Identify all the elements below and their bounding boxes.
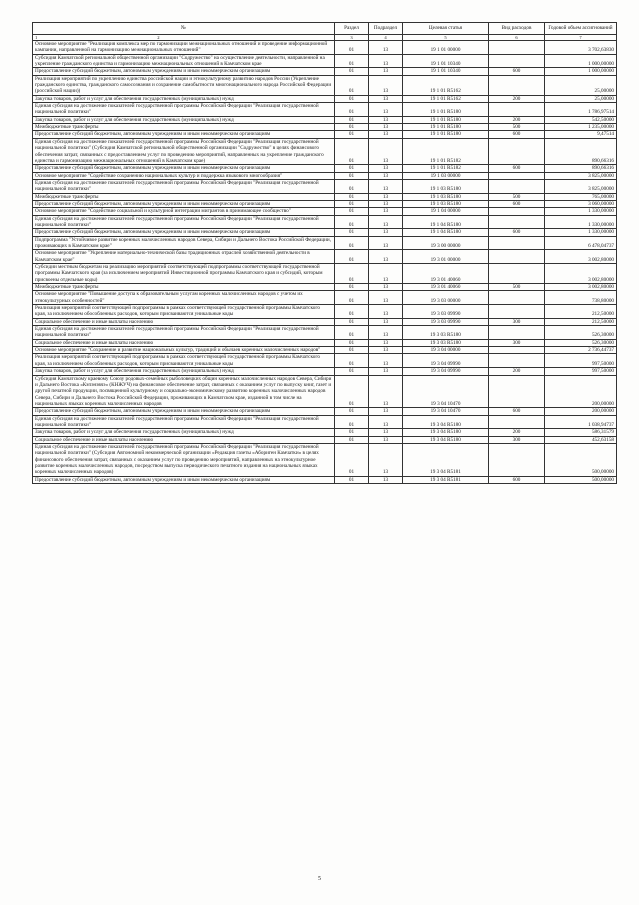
row-target-article: 19 3 04 09990 [403, 354, 489, 368]
row-name: Реализация мероприятий соответствующей подпрограммы в рамках соответствующей государственной программы Камчатского края, за исключением обособленных расходов, которым присваиваются уникальные коды [33, 354, 335, 368]
table-header-row [33, 23, 617, 35]
row-target-article: 19 3 04 09990 [403, 368, 489, 375]
row-target-article: 19 1 04 R5180 [403, 229, 489, 236]
row-amount: 997,50000 [545, 354, 617, 368]
row-name: Основное мероприятие "Повышение доступа к образовательным услугам коренных малочисленных народов с учетом их этнокультурных особенностей" [33, 291, 335, 305]
row-name: Предоставление субсидий бюджетным, автономным учреждениям и иным некоммерческим организациям [33, 68, 335, 75]
table-row [33, 131, 617, 138]
row-amount: 1 330,00000 [545, 215, 617, 229]
row-name: Социальное обеспечение и иные выплаты населению [33, 436, 335, 443]
row-subsection: 13 [369, 264, 403, 284]
table-row [33, 95, 617, 102]
table-row [33, 264, 617, 284]
row-target-article: 19 3 04 10470 [403, 375, 489, 408]
row-section: 01 [335, 103, 369, 117]
table-row [33, 124, 617, 131]
row-subsection: 13 [369, 368, 403, 375]
row-name: Основное мероприятие "Укрепление материально-технической базы традиционных отраслей хозяйственной деятельности в Камчатском крае" [33, 250, 335, 264]
row-section: 01 [335, 124, 369, 131]
row-amount: 1 038,94737 [545, 415, 617, 429]
row-subsection: 13 [369, 375, 403, 408]
row-name: Межбюджетные трансферты [33, 124, 335, 131]
row-subsection: 13 [369, 54, 403, 68]
row-expense-type: 600 [489, 131, 545, 138]
row-subsection: 13 [369, 75, 403, 95]
table-row [33, 179, 617, 193]
row-section: 01 [335, 264, 369, 284]
table-row [33, 305, 617, 319]
row-section: 01 [335, 347, 369, 354]
row-amount: 3 002,80000 [545, 284, 617, 291]
row-expense-type [489, 236, 545, 250]
table-row [33, 103, 617, 117]
row-subsection: 13 [369, 476, 403, 483]
row-amount: 3 002,80000 [545, 250, 617, 264]
page-number: 5 [318, 876, 321, 882]
row-subsection: 13 [369, 339, 403, 346]
row-section: 01 [335, 172, 369, 179]
row-amount: 9,47514 [545, 131, 617, 138]
row-target-article: 19 1 01 R5180 [403, 131, 489, 138]
row-section: 01 [335, 229, 369, 236]
row-name: Закупка товаров, работ и услуг для обеспечения государственных (муниципальных) нужд [33, 95, 335, 102]
table-row [33, 215, 617, 229]
row-name: Предоставление субсидий бюджетным, автономным учреждениям и иным некоммерческим организациям [33, 131, 335, 138]
row-expense-type: 500 [489, 193, 545, 200]
row-target-article: 19 3 04 R5181 [403, 443, 489, 476]
row-name: Единая субсидия на достижение показателей государственной программы Российской Федерации "Реализация государственной национальной политики" [33, 326, 335, 340]
row-section: 01 [335, 138, 369, 164]
row-target-article: 19 3 01 40060 [403, 284, 489, 291]
row-subsection: 13 [369, 318, 403, 325]
row-expense-type [489, 54, 545, 68]
row-target-article: 19 3 03 09990 [403, 305, 489, 319]
row-section: 01 [335, 436, 369, 443]
row-expense-type: 300 [489, 339, 545, 346]
row-subsection: 13 [369, 443, 403, 476]
table-row [33, 291, 617, 305]
row-section: 01 [335, 284, 369, 291]
row-subsection: 13 [369, 138, 403, 164]
row-subsection: 13 [369, 68, 403, 75]
row-section: 01 [335, 165, 369, 172]
column-number-5: 5 [403, 35, 489, 41]
table-row [33, 415, 617, 429]
row-section: 01 [335, 443, 369, 476]
row-expense-type [489, 326, 545, 340]
row-target-article: 19 1 01 10340 [403, 68, 489, 75]
row-subsection: 13 [369, 208, 403, 215]
row-expense-type: 200 [489, 116, 545, 123]
row-subsection: 13 [369, 347, 403, 354]
row-name: Субсидии местным бюджетам на реализацию мероприятий соответствующей подпрограммы соответствующей государственной программы Камчатского края (за исключением мероприятий Инвестиционной программы Камчатского края и субсидий, которым присвоены отдельные коды) [33, 264, 335, 284]
row-target-article: 19 3 03 09990 [403, 318, 489, 325]
row-expense-type [489, 250, 545, 264]
row-subsection: 13 [369, 165, 403, 172]
table-row [33, 326, 617, 340]
row-target-article: 19 3 03 R5180 [403, 339, 489, 346]
column-number-7: 7 [545, 35, 617, 41]
row-name: Предоставление субсидий бюджетным, автономным учреждениям и иным некоммерческим организациям [33, 476, 335, 483]
row-name: Единая субсидия на достижение показателей государственной программы Российской Федерации "Реализация государственной национальной политики" (Субсидия Камчатской региональной общественной организации "Содружество" в целях финансового обеспечения затрат, связанных с предоставлением услуг по проведению мероприятий, направленных на укрепление гражданского единства и гармонизацию межнациональных отношений в Камчатском крае) [33, 138, 335, 164]
column-number-3: 3 [335, 35, 369, 41]
row-amount: 500,00000 [545, 476, 617, 483]
table-row [33, 172, 617, 179]
row-expense-type: 600 [489, 165, 545, 172]
row-subsection: 13 [369, 124, 403, 131]
row-section: 01 [335, 179, 369, 193]
table-row [33, 339, 617, 346]
row-name: Единая субсидия на достижение показателей государственной программы Российской Федерации "Реализация государственной национальной политики" [33, 415, 335, 429]
row-subsection: 13 [369, 326, 403, 340]
row-expense-type: 600 [489, 68, 545, 75]
row-name: Основное мероприятие "Содействие социальной и культурной интеграции мигрантов в принимающее сообщество" [33, 208, 335, 215]
row-amount: 25,00000 [545, 75, 617, 95]
row-amount: 1 330,00000 [545, 208, 617, 215]
row-subsection: 13 [369, 408, 403, 415]
row-expense-type: 600 [489, 476, 545, 483]
row-target-article: 19 1 01 R5182 [403, 165, 489, 172]
row-amount: 997,50000 [545, 368, 617, 375]
row-subsection: 13 [369, 250, 403, 264]
table-row [33, 368, 617, 375]
row-expense-type: 200 [489, 429, 545, 436]
column-number-4: 4 [369, 35, 403, 41]
row-amount: 890,66316 [545, 138, 617, 164]
table-row [33, 354, 617, 368]
row-target-article: 19 3 04 R5181 [403, 476, 489, 483]
row-amount: 3 702,63830 [545, 41, 617, 55]
budget-table [32, 22, 617, 484]
row-section: 01 [335, 116, 369, 123]
row-section: 01 [335, 236, 369, 250]
row-target-article: 19 1 01 00000 [403, 41, 489, 55]
row-subsection: 13 [369, 305, 403, 319]
table-row [33, 41, 617, 55]
row-name: Основное мероприятие "Сохранение и развитие национальных культур, традиций и обычаев коренных малочисленных народов" [33, 347, 335, 354]
row-amount: 6 478,04737 [545, 236, 617, 250]
table-row [33, 165, 617, 172]
row-expense-type [489, 443, 545, 476]
row-section: 01 [335, 429, 369, 436]
row-subsection: 13 [369, 429, 403, 436]
table-row [33, 193, 617, 200]
row-section: 01 [335, 476, 369, 483]
row-expense-type [489, 291, 545, 305]
row-target-article: 19 1 04 00000 [403, 208, 489, 215]
row-section: 01 [335, 54, 369, 68]
row-section: 01 [335, 193, 369, 200]
row-amount: 526,30000 [545, 326, 617, 340]
row-name: Единая субсидия на достижение показателей государственной программы Российской Федерации "Реализация государственной национальной политики" (Субсидия Автономной некоммерческой организации «Редакция газеты «Абориген Камчатки» в целях финансового обеспечения затрат, связанных с оказанием услуг по проведению мероприятий, направленных на этнокультурное развитие коренных малочисленных народов, посредством выпуска периодического печатного издания на национальных языках коренных малочисленных народов) [33, 443, 335, 476]
row-amount: 3 060,00000 [545, 200, 617, 207]
table-row [33, 116, 617, 123]
table-row [33, 408, 617, 415]
row-target-article: 19 3 03 R5180 [403, 326, 489, 340]
row-target-article: 19 3 04 R5180 [403, 429, 489, 436]
header-section: Раздел [335, 23, 369, 35]
row-amount: 1 000,00000 [545, 68, 617, 75]
row-amount: 212,50000 [545, 305, 617, 319]
row-amount: 25,00000 [545, 95, 617, 102]
row-name: Предоставление субсидий бюджетным, автономным учреждениям и иным некоммерческим организациям [33, 229, 335, 236]
table-row [33, 229, 617, 236]
row-section: 01 [335, 250, 369, 264]
row-expense-type [489, 41, 545, 55]
row-expense-type [489, 305, 545, 319]
row-target-article: 19 3 03 00000 [403, 291, 489, 305]
row-subsection: 13 [369, 284, 403, 291]
row-section: 01 [335, 318, 369, 325]
row-expense-type [489, 347, 545, 354]
row-target-article: 19 3 04 R5180 [403, 436, 489, 443]
row-name: Закупка товаров, работ и услуг для обеспечения государственных (муниципальных) нужд [33, 368, 335, 375]
row-expense-type [489, 415, 545, 429]
row-name: Основное мероприятие "Реализация комплекса мер по гармонизации межнациональных отношений и проведение информационной кампании, направленной на гармонизацию межнациональных отношений" [33, 41, 335, 55]
row-target-article: 19 1 03 R5180 [403, 193, 489, 200]
table-row [33, 347, 617, 354]
table-row [33, 375, 617, 408]
row-expense-type [489, 215, 545, 229]
row-target-article: 19 1 01 R5180 [403, 124, 489, 131]
row-name: Единая субсидия на достижение показателей государственной программы Российской Федерации "Реализация государственной национальной политики" [33, 179, 335, 193]
row-target-article: 19 1 01 R5180 [403, 116, 489, 123]
row-section: 01 [335, 200, 369, 207]
row-expense-type: 300 [489, 436, 545, 443]
row-name: Предоставление субсидий бюджетным, автономным учреждениям и иным некоммерческим организациям [33, 408, 335, 415]
table-row [33, 284, 617, 291]
row-section: 01 [335, 95, 369, 102]
row-name: Основное мероприятие "Содействие сохранению национальных культур и поддержка языкового многообразия" [33, 172, 335, 179]
row-amount: 500,00000 [545, 443, 617, 476]
row-section: 01 [335, 208, 369, 215]
row-section: 01 [335, 41, 369, 55]
row-amount: 586,31579 [545, 429, 617, 436]
row-amount: 1 330,00000 [545, 229, 617, 236]
row-section: 01 [335, 75, 369, 95]
row-expense-type [489, 208, 545, 215]
table-row [33, 429, 617, 436]
row-name: Социальное обеспечение и иные выплаты населению [33, 318, 335, 325]
header-annual-amount: Годовой объем ассигнований [545, 23, 617, 35]
row-name: Реализация мероприятий по укреплению единства российской нации и этнокультурному развитию народов России (Укрепление гражданского единства, гражданского самосознания и сохранение самобытности многонационального народа Российской Федерации (российской нации)) [33, 75, 335, 95]
table-row [33, 318, 617, 325]
row-target-article: 19 3 04 10470 [403, 408, 489, 415]
row-target-article: 19 1 01 R5162 [403, 75, 489, 95]
table-row [33, 200, 617, 207]
row-subsection: 13 [369, 229, 403, 236]
row-amount: 526,30000 [545, 339, 617, 346]
row-expense-type: 300 [489, 318, 545, 325]
row-name: Единая субсидия на достижение показателей государственной программы Российской Федерации "Реализация государственной национальной политики" [33, 215, 335, 229]
row-subsection: 13 [369, 436, 403, 443]
row-section: 01 [335, 305, 369, 319]
column-number-1: 1 2 [33, 35, 335, 41]
table-row [33, 208, 617, 215]
row-subsection: 13 [369, 172, 403, 179]
row-expense-type: 200 [489, 95, 545, 102]
row-subsection: 13 [369, 131, 403, 138]
row-amount: 542,50000 [545, 116, 617, 123]
row-amount: 738,80000 [545, 291, 617, 305]
row-section: 01 [335, 291, 369, 305]
row-target-article: 19 1 04 R5180 [403, 215, 489, 229]
row-expense-type: 600 [489, 200, 545, 207]
row-expense-type: 200 [489, 368, 545, 375]
row-amount: 3 002,80000 [545, 264, 617, 284]
row-subsection: 13 [369, 291, 403, 305]
row-target-article: 19 3 01 40060 [403, 264, 489, 284]
row-subsection: 13 [369, 236, 403, 250]
row-expense-type [489, 179, 545, 193]
table-row [33, 75, 617, 95]
row-target-article: 19 1 03 R5180 [403, 200, 489, 207]
row-amount: 3 825,00000 [545, 179, 617, 193]
row-section: 01 [335, 68, 369, 75]
table-row [33, 138, 617, 164]
row-expense-type [489, 375, 545, 408]
row-name: Социальное обеспечение и иные выплаты населению [33, 339, 335, 346]
row-section: 01 [335, 339, 369, 346]
header-target-article: Целевая статья [403, 23, 489, 35]
table-row [33, 236, 617, 250]
table-row [33, 443, 617, 476]
column-number-6: 6 [489, 35, 545, 41]
row-subsection: 13 [369, 215, 403, 229]
row-name: Подпрограмма "Устойчивое развитие коренных малочисленных народов Севера, Сибири и Дальнего Востока Российской Федерации, проживающих в Камчатском крае" [33, 236, 335, 250]
row-section: 01 [335, 368, 369, 375]
row-amount: 1 000,00000 [545, 54, 617, 68]
table-row [33, 250, 617, 264]
row-subsection: 13 [369, 415, 403, 429]
table-row [33, 476, 617, 483]
row-section: 01 [335, 408, 369, 415]
row-amount: 2 736,44737 [545, 347, 617, 354]
row-expense-type: 600 [489, 229, 545, 236]
table-row [33, 68, 617, 75]
row-target-article: 19 3 04 00000 [403, 347, 489, 354]
row-target-article: 19 1 01 R5180 [403, 103, 489, 117]
row-name: Субсидия Камчатскому краевому Союзу родовых-семейных рыболовецких общин коренных малочисленных народов Севера, Сибири и Дальнего Востока «Кэпэнэвчэ» (КНЖУЧ) на финансовое обеспечение затрат, связанных с оказанием услуг по выпуску книг, газет и другой печатной продукции, посвященной культурному и социально-экономическому развитию коренных малочисленных народов Севера, Сибири и Дальнего Востока Российской Федерации, проживающих в Камчатском крае, изданной в том числе на национальных языках коренных малочисленных народов [33, 375, 335, 408]
row-expense-type [489, 138, 545, 164]
row-section: 01 [335, 326, 369, 340]
header-subsection: Подраздел [369, 23, 403, 35]
table-row [33, 436, 617, 443]
row-subsection: 13 [369, 193, 403, 200]
row-target-article: 19 3 04 R5180 [403, 415, 489, 429]
row-amount: 212,50000 [545, 318, 617, 325]
row-expense-type [489, 354, 545, 368]
row-name: Предоставление субсидий бюджетным, автономным учреждениям и иным некоммерческим организациям [33, 200, 335, 207]
row-name: Закупка товаров, работ и услуг для обеспечения государственных (муниципальных) нужд [33, 116, 335, 123]
row-expense-type: 500 [489, 124, 545, 131]
row-amount: 3 825,00000 [545, 172, 617, 179]
row-name: Межбюджетные трансферты [33, 284, 335, 291]
row-amount: 765,00000 [545, 193, 617, 200]
row-name: Закупка товаров, работ и услуг для обеспечения государственных (муниципальных) нужд [33, 429, 335, 436]
row-subsection: 13 [369, 103, 403, 117]
row-expense-type [489, 103, 545, 117]
row-name: Единая субсидия на достижение показателей государственной программы Российской Федерации "Реализация государственной национальной политики" [33, 103, 335, 117]
row-target-article: 19 1 01 10340 [403, 54, 489, 68]
row-subsection: 13 [369, 354, 403, 368]
row-amount: 890,66316 [545, 165, 617, 172]
row-section: 01 [335, 131, 369, 138]
row-amount: 1 235,00000 [545, 124, 617, 131]
row-subsection: 13 [369, 179, 403, 193]
row-expense-type [489, 264, 545, 284]
row-target-article: 19 3 01 00000 [403, 250, 489, 264]
row-amount: 452,63158 [545, 436, 617, 443]
row-amount: 200,00000 [545, 375, 617, 408]
row-target-article: 19 1 03 R5180 [403, 179, 489, 193]
row-target-article: 19 1 01 R5182 [403, 138, 489, 164]
row-section: 01 [335, 415, 369, 429]
row-target-article: 19 1 01 R5162 [403, 95, 489, 102]
table-body [33, 41, 617, 484]
row-name: Межбюджетные трансферты [33, 193, 335, 200]
row-subsection: 13 [369, 95, 403, 102]
row-section: 01 [335, 215, 369, 229]
row-expense-type [489, 75, 545, 95]
row-subsection: 13 [369, 200, 403, 207]
row-name: Предоставление субсидий бюджетным, автономным учреждениям и иным некоммерческим организациям [33, 165, 335, 172]
row-subsection: 13 [369, 116, 403, 123]
row-name: Субсидия Камчатской региональной общественной организации "Содружество" на осуществление деятельности, направленной на укрепление гражданского единства и гармонизацию межнациональных отношений в Камчатском крае [33, 54, 335, 68]
row-target-article: 19 1 03 00000 [403, 172, 489, 179]
header-number: № [33, 23, 335, 35]
header-expense-type: Вид расходов [489, 23, 545, 35]
row-amount: 200,00000 [545, 408, 617, 415]
row-expense-type: 500 [489, 284, 545, 291]
row-expense-type [489, 172, 545, 179]
row-section: 01 [335, 354, 369, 368]
row-section: 01 [335, 375, 369, 408]
row-amount: 1 786,97514 [545, 103, 617, 117]
row-target-article: 19 3 00 00000 [403, 236, 489, 250]
table-row [33, 54, 617, 68]
row-subsection: 13 [369, 41, 403, 55]
row-name: Реализация мероприятий соответствующей подпрограммы в рамках соответствующей государственной программы Камчатского края, за исключением обособленных расходов, которым присваиваются уникальные коды [33, 305, 335, 319]
row-expense-type: 600 [489, 408, 545, 415]
